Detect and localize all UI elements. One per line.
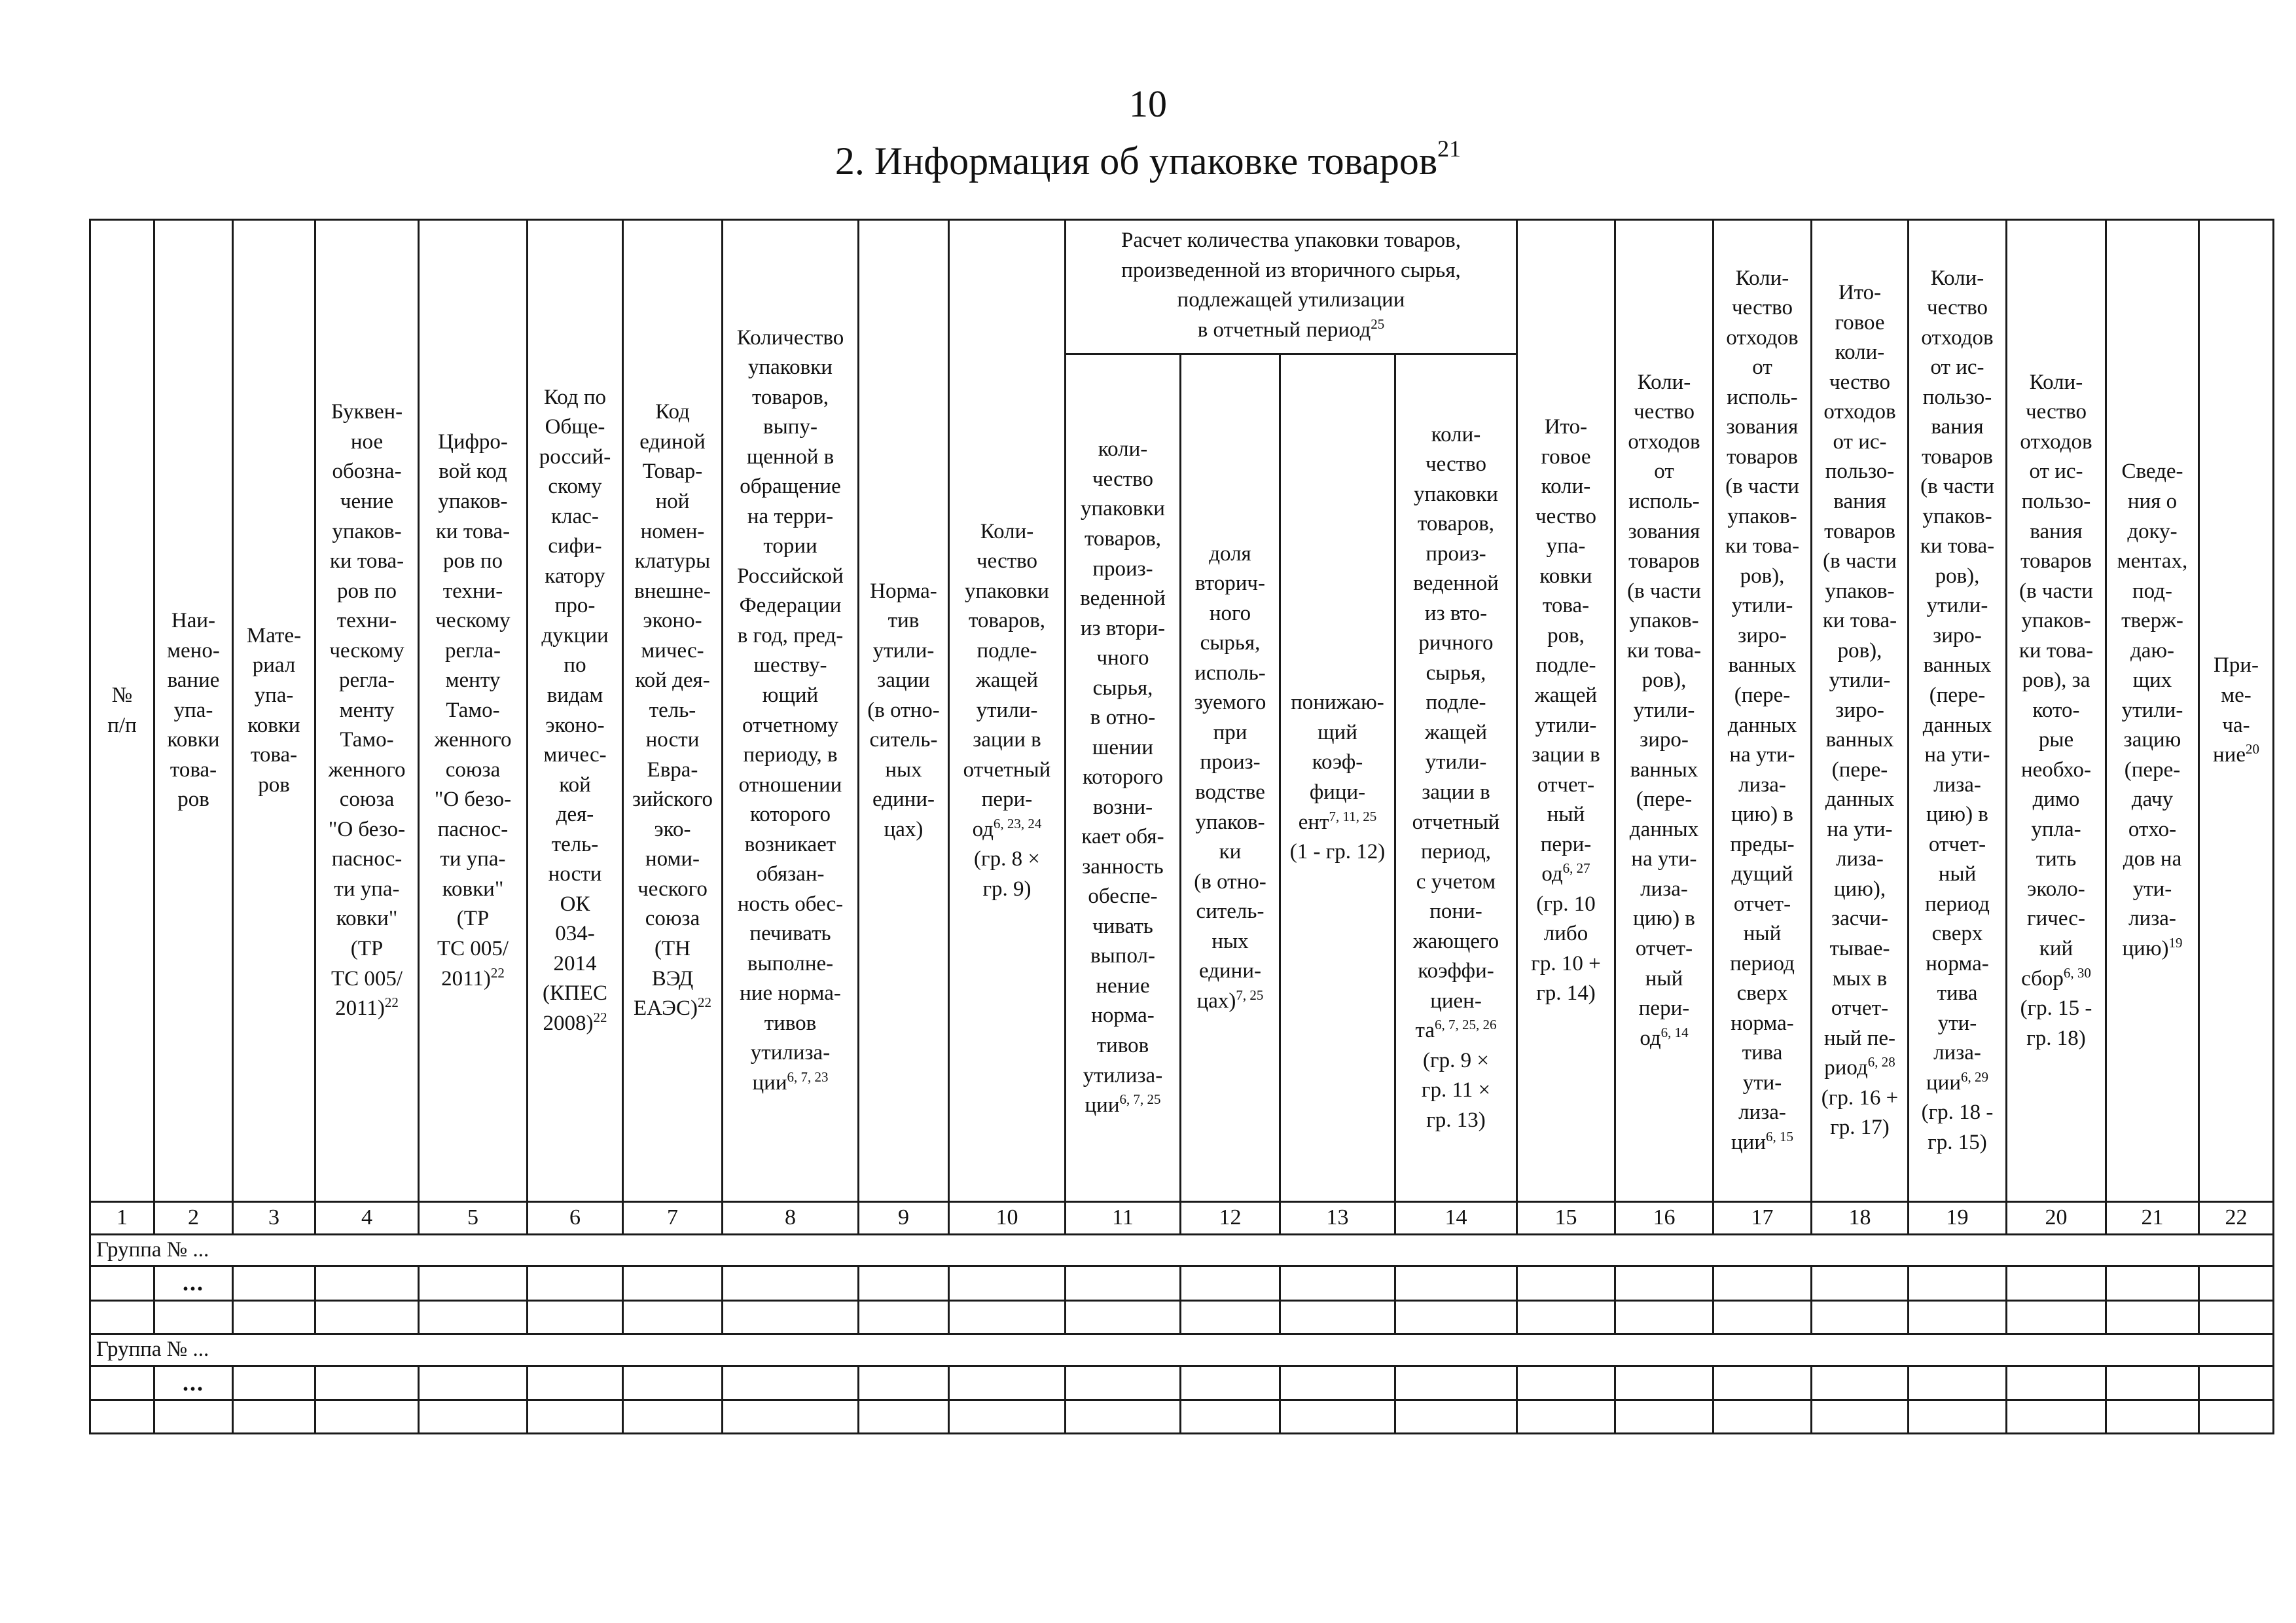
group-label: Группа № ... bbox=[90, 1334, 2274, 1366]
table-cell[interactable] bbox=[1812, 1400, 1909, 1434]
table-cell[interactable] bbox=[1181, 1301, 1280, 1334]
header-col-3 bbox=[233, 220, 315, 1202]
column-number: 2 bbox=[154, 1202, 233, 1235]
header-col-14-text: коли- чество упаковки товаров, произ- веденной из вто- ричного сырья, подле- жащей утили- зации в отчетный период, с учетом пони- жающего коэффи- циен- та bbox=[1412, 422, 1500, 1043]
table-cell[interactable] bbox=[723, 1301, 859, 1334]
column-number: 16 bbox=[1615, 1202, 1713, 1235]
table-cell[interactable] bbox=[2007, 1366, 2106, 1400]
header-col-21-text: Сведе- ния о доку- ментах, под- тверж- даю- щих утили- зацию (пере- дачу отхо- дов на ути- лиза- цию) bbox=[2117, 460, 2188, 960]
table-cell[interactable] bbox=[859, 1366, 949, 1400]
ellipsis-cell[interactable]: ... bbox=[154, 1266, 233, 1301]
table-cell[interactable] bbox=[1280, 1400, 1395, 1434]
header-col-19 bbox=[1909, 220, 2007, 1202]
table-cell[interactable] bbox=[1909, 1366, 2007, 1400]
header-group-secondary-raw bbox=[1066, 220, 1517, 354]
table-row bbox=[90, 1366, 2274, 1400]
table-cell[interactable] bbox=[1615, 1366, 1713, 1400]
table-cell[interactable] bbox=[2007, 1301, 2106, 1334]
header-col-14-formula: (гр. 9 × гр. 11 × гр. 13) bbox=[1421, 1048, 1491, 1132]
table-cell[interactable] bbox=[723, 1266, 859, 1301]
table-cell[interactable] bbox=[1181, 1266, 1280, 1301]
header-col-2-text: Наи- мено- вание упа- ковки това- ров bbox=[167, 609, 220, 812]
header-col-2 bbox=[154, 220, 233, 1202]
header-col-16 bbox=[1615, 220, 1713, 1202]
header-col-5-note: 22 bbox=[490, 964, 505, 981]
header-col-17 bbox=[1713, 220, 1812, 1202]
table-cell[interactable] bbox=[949, 1301, 1066, 1334]
header-col-9 bbox=[859, 220, 949, 1202]
header-col-11-note: 6, 7, 25 bbox=[1119, 1091, 1161, 1108]
table-cell[interactable] bbox=[1713, 1301, 1812, 1334]
table-cell[interactable] bbox=[419, 1266, 528, 1301]
table-cell[interactable] bbox=[315, 1301, 419, 1334]
header-col-17-note: 6, 15 bbox=[1765, 1128, 1793, 1144]
column-number: 15 bbox=[1517, 1202, 1615, 1235]
table-cell[interactable] bbox=[723, 1400, 859, 1434]
table-cell[interactable] bbox=[1395, 1366, 1517, 1400]
header-col-5 bbox=[419, 220, 528, 1202]
page-title bbox=[0, 136, 2296, 183]
table-cell[interactable] bbox=[1615, 1400, 1713, 1434]
header-col-7-note: 22 bbox=[697, 994, 711, 1011]
header-col-1 bbox=[90, 220, 154, 1202]
header-col-21 bbox=[2106, 220, 2199, 1202]
header-col-18-note: 6, 28 bbox=[1867, 1054, 1895, 1070]
table-cell[interactable] bbox=[949, 1400, 1066, 1434]
table-cell[interactable] bbox=[1066, 1400, 1181, 1434]
column-number: 22 bbox=[2199, 1202, 2274, 1235]
column-number: 1 bbox=[90, 1202, 154, 1235]
header-col-4 bbox=[315, 220, 419, 1202]
header-col-19-text: Коли- чество отходов от ис- пользо- вания товаров (в части упаков- ки това- ров), утили- зиро- ванных (пере- данных на ути- лиза- цию) в отчет- ный период сверх норма- тива ути- лиза- ции bbox=[1920, 266, 1995, 1095]
table-row bbox=[90, 1301, 2274, 1334]
table-cell[interactable] bbox=[233, 1366, 315, 1400]
table-cell[interactable] bbox=[1395, 1266, 1517, 1301]
table-cell[interactable] bbox=[1181, 1400, 1280, 1434]
table-cell[interactable] bbox=[2199, 1366, 2274, 1400]
table-cell[interactable] bbox=[1615, 1266, 1713, 1301]
table-cell[interactable] bbox=[1517, 1301, 1615, 1334]
column-number: 3 bbox=[233, 1202, 315, 1235]
header-col-3-text: Мате- риал упа- ковки това- ров bbox=[246, 623, 302, 797]
column-numbers-row bbox=[90, 1202, 2274, 1235]
table-cell[interactable] bbox=[1713, 1266, 1812, 1301]
header-col-11-text: коли- чество упаковки товаров, произ- веденной из втори- чного сырья, в отно- шении которого возни- кает обя- занность обеспе- чивать выпол- нение норма- тивов утилиза- ции bbox=[1080, 437, 1166, 1118]
header-col-10-formula: (гр. 8 × гр. 9) bbox=[974, 847, 1040, 901]
table-cell[interactable] bbox=[1066, 1366, 1181, 1400]
table-cell[interactable] bbox=[2199, 1301, 2274, 1334]
header-col-15 bbox=[1517, 220, 1615, 1202]
table-cell[interactable] bbox=[859, 1266, 949, 1301]
header-col-9-text: Норма- тив утили- зации (в отно- ситель- ных едини- цах) bbox=[867, 579, 940, 841]
title-footnote: 21 bbox=[1437, 136, 1462, 162]
table-cell[interactable] bbox=[419, 1366, 528, 1400]
ellipsis-cell[interactable]: ... bbox=[154, 1366, 233, 1400]
table-cell[interactable] bbox=[154, 1301, 233, 1334]
header-col-11 bbox=[1066, 354, 1181, 1202]
header-col-19-formula: (гр. 18 - гр. 15) bbox=[1921, 1101, 1994, 1154]
table-cell[interactable] bbox=[1066, 1301, 1181, 1334]
header-col-15-formula: (гр. 10 либо гр. 10 + гр. 14) bbox=[1531, 892, 1601, 1006]
table-cell[interactable] bbox=[1280, 1266, 1395, 1301]
table-cell[interactable] bbox=[315, 1366, 419, 1400]
column-number: 10 bbox=[949, 1202, 1066, 1235]
header-col-10-text: Коли- чество упаковки товаров, подле- жащей утили- зации в отчетный пери- од bbox=[963, 519, 1051, 841]
header-col-14 bbox=[1395, 354, 1517, 1202]
header-col-15-text: Ито- говое коли- чество упа- ковки това- ров, подле- жащей утили- зации в отчет- ный пери- од bbox=[1532, 415, 1600, 886]
column-number: 20 bbox=[2007, 1202, 2106, 1235]
group-label: Группа № ... bbox=[90, 1234, 2274, 1266]
header-col-17-text: Коли- чество отходов от исполь- зования товаров (в части упаков- ки това- ров), утили- зиро- ванных (пере- данных на ути- лиза- цию) в преды- дущий отчет- ный период сверх норма- тива ути- лиза- ции bbox=[1725, 266, 1800, 1154]
column-number: 17 bbox=[1713, 1202, 1812, 1235]
table-cell[interactable] bbox=[1517, 1400, 1615, 1434]
group-row bbox=[90, 1334, 2274, 1366]
table-cell[interactable] bbox=[623, 1266, 723, 1301]
header-col-20-note: 6, 30 bbox=[2063, 964, 2091, 981]
table-cell[interactable] bbox=[2106, 1366, 2199, 1400]
table-cell[interactable] bbox=[315, 1400, 419, 1434]
table-cell[interactable] bbox=[859, 1400, 949, 1434]
table-cell[interactable] bbox=[623, 1301, 723, 1334]
table-cell[interactable] bbox=[419, 1400, 528, 1434]
table-cell[interactable] bbox=[1909, 1301, 2007, 1334]
header-col-18-text: Ито- говое коли- чество отходов от ис- пользо- вания товаров (в части упаков- ки това- ров), утили- зиро- ванных (пере- данных на ути- лиза- цию), засчи- тывае- мых в отчет- ный пе- риод bbox=[1822, 281, 1897, 1080]
table-cell[interactable] bbox=[949, 1366, 1066, 1400]
table-cell[interactable] bbox=[1909, 1400, 2007, 1434]
table-cell[interactable] bbox=[623, 1366, 723, 1400]
header-col-20-formula: (гр. 15 - гр. 18) bbox=[2020, 996, 2092, 1050]
table-cell[interactable] bbox=[2199, 1400, 2274, 1434]
table-cell[interactable] bbox=[1280, 1366, 1395, 1400]
header-col-16-note: 6, 14 bbox=[1660, 1024, 1689, 1040]
table-cell[interactable] bbox=[2199, 1266, 2274, 1301]
table-cell[interactable] bbox=[1395, 1400, 1517, 1434]
table-cell[interactable] bbox=[2007, 1266, 2106, 1301]
table-cell[interactable] bbox=[1395, 1301, 1517, 1334]
table-cell[interactable] bbox=[1517, 1266, 1615, 1301]
table-cell[interactable] bbox=[949, 1266, 1066, 1301]
header-col-20-text: Коли- чество отходов от ис- пользо- вания товаров (в части упаков- ки това- ров), за кото- рые необхо- димо упла- тить эколо- гичес- кий сбор bbox=[2018, 370, 2094, 991]
header-col-7 bbox=[623, 220, 723, 1202]
header-col-6-note: 22 bbox=[593, 1009, 607, 1025]
table-cell[interactable] bbox=[233, 1400, 315, 1434]
table-cell[interactable] bbox=[1181, 1366, 1280, 1400]
table-cell[interactable] bbox=[90, 1301, 154, 1334]
table-cell[interactable] bbox=[233, 1301, 315, 1334]
table-cell[interactable] bbox=[315, 1266, 419, 1301]
header-col-18 bbox=[1812, 220, 1909, 1202]
column-number: 13 bbox=[1280, 1202, 1395, 1235]
table-cell[interactable] bbox=[528, 1301, 623, 1334]
table-cell[interactable] bbox=[1713, 1400, 1812, 1434]
table-cell[interactable] bbox=[1713, 1366, 1812, 1400]
header-col-7-text: Код единой Товар- ной номен- клатуры внешне- эконо- мичес- кой дея- тель- ности Евра- зийского эко- номи- ческого союза (ТН ВЭД ЕАЭС) bbox=[632, 400, 713, 1021]
table-cell[interactable] bbox=[859, 1301, 949, 1334]
table-cell[interactable] bbox=[623, 1400, 723, 1434]
table-cell[interactable] bbox=[1909, 1266, 2007, 1301]
table-cell[interactable] bbox=[90, 1366, 154, 1400]
table-cell[interactable] bbox=[419, 1301, 528, 1334]
header-col-22 bbox=[2199, 220, 2274, 1202]
header-col-10 bbox=[949, 220, 1066, 1202]
table-cell[interactable] bbox=[1615, 1301, 1713, 1334]
header-col-21-note: 19 bbox=[2168, 934, 2183, 951]
table-row bbox=[90, 1266, 2274, 1301]
table-row bbox=[90, 1400, 2274, 1434]
column-number: 21 bbox=[2106, 1202, 2199, 1235]
header-col-12-note: 7, 25 bbox=[1236, 987, 1264, 1003]
header-col-15-note: 6, 27 bbox=[1562, 860, 1590, 877]
header-col-4-note: 22 bbox=[384, 994, 399, 1011]
column-number: 8 bbox=[723, 1202, 859, 1235]
header-col-18-formula: (гр. 16 + гр. 17) bbox=[1821, 1085, 1899, 1140]
column-number: 12 bbox=[1181, 1202, 1280, 1235]
table-cell[interactable] bbox=[2007, 1400, 2106, 1434]
table-cell[interactable] bbox=[233, 1266, 315, 1301]
table-cell[interactable] bbox=[528, 1266, 623, 1301]
column-number: 4 bbox=[315, 1202, 419, 1235]
header-group-text: Расчет количества упаковки товаров, произведенной из вторичного сырья, подлежащей утилизации в отчетный период bbox=[1121, 228, 1461, 342]
header-col-5-text: Цифро- вой код упаков- ки това- ров по техни- ческому регла- менту Тамо- женного союза "О безо- паснос- ти упа- ковки" (ТР ТС 005/ 2011) bbox=[434, 429, 512, 991]
header-col-14-note: 6, 7, 25, 26 bbox=[1434, 1017, 1497, 1033]
group-row bbox=[90, 1234, 2274, 1266]
table-cell[interactable] bbox=[154, 1400, 233, 1434]
header-col-8 bbox=[723, 220, 859, 1202]
table-cell[interactable] bbox=[90, 1266, 154, 1301]
table-cell[interactable] bbox=[723, 1366, 859, 1400]
column-number: 14 bbox=[1395, 1202, 1517, 1235]
header-col-13-text: понижаю- щий коэф- фици- ент bbox=[1291, 691, 1384, 834]
header-col-13-note: 7, 11, 25 bbox=[1329, 808, 1377, 824]
header-col-4-text: Буквен- ное обозна- чение упаков- ки това- ров по техни- ческому регла- менту Тамо- женного союза "О безо- паснос- ти упа- ковки" (ТР ТС 005/ 2011) bbox=[328, 400, 406, 1021]
column-number: 5 bbox=[419, 1202, 528, 1235]
header-col-1-text: № п/п bbox=[107, 683, 137, 737]
header-group-note: 25 bbox=[1371, 316, 1385, 332]
table-cell[interactable] bbox=[1812, 1301, 1909, 1334]
table-cell[interactable] bbox=[1280, 1301, 1395, 1334]
table-cell[interactable] bbox=[2106, 1400, 2199, 1434]
table-cell[interactable] bbox=[528, 1366, 623, 1400]
header-col-16-text: Коли- чество отходов от исполь- зования товаров (в части упаков- ки това- ров), утили- зиро- ванных (пере- данных на ути- лиза- цию) в отчет- ный пери- од bbox=[1626, 370, 1702, 1050]
header-col-8-note: 6, 7, 23 bbox=[787, 1068, 829, 1085]
header-col-13 bbox=[1280, 354, 1395, 1202]
table-cell[interactable] bbox=[1812, 1366, 1909, 1400]
header-col-19-note: 6, 29 bbox=[1960, 1068, 1988, 1085]
header-col-22-note: 20 bbox=[2245, 741, 2259, 757]
header-col-6-text: Код по Обще- россий- скому клас- сифи- катору про- дукции по видам эконо- мичес- кой дея- тель- ности ОК 034- 2014 (КПЕС 2008) bbox=[539, 385, 611, 1035]
page-title-text: 2. Информация об упаковке товаров bbox=[834, 139, 1438, 183]
column-number: 19 bbox=[1909, 1202, 2007, 1235]
table-cell[interactable] bbox=[2106, 1301, 2199, 1334]
header-col-22-text: При- ме- ча- ние bbox=[2213, 653, 2259, 767]
header-col-12 bbox=[1181, 354, 1280, 1202]
column-number: 7 bbox=[623, 1202, 723, 1235]
header-col-13-formula: (1 - гр. 12) bbox=[1289, 840, 1386, 864]
table-cell[interactable] bbox=[528, 1400, 623, 1434]
column-number: 18 bbox=[1812, 1202, 1909, 1235]
header-col-10-note: 6, 23, 24 bbox=[993, 815, 1042, 831]
table-cell[interactable] bbox=[1812, 1266, 1909, 1301]
column-number: 11 bbox=[1066, 1202, 1181, 1235]
table-cell[interactable] bbox=[1517, 1366, 1615, 1400]
header-col-12-text: доля вторич- ного сырья, исполь- зуемого при произ- водстве упаков- ки (в отно- ситель- ных едини- цах) bbox=[1194, 541, 1266, 1013]
header-col-20 bbox=[2007, 220, 2106, 1202]
column-number: 6 bbox=[528, 1202, 623, 1235]
table-cell[interactable] bbox=[90, 1400, 154, 1434]
column-number: 9 bbox=[859, 1202, 949, 1235]
table-cell[interactable] bbox=[1066, 1266, 1181, 1301]
page-number: 10 bbox=[1129, 82, 1167, 125]
header-col-6 bbox=[528, 220, 623, 1202]
packaging-info-table bbox=[89, 219, 2274, 1434]
table-cell[interactable] bbox=[2106, 1266, 2199, 1301]
header-col-8-text: Количество упаковки товаров, выпу- щенной в обращение на терри- тории Российской Федерации в год, пред- шеству- ющий отчетному периоду, в отношении которого возникает обязан- ность обес- печивать выполне- ние норма- тивов утилиза- ции bbox=[736, 325, 844, 1095]
